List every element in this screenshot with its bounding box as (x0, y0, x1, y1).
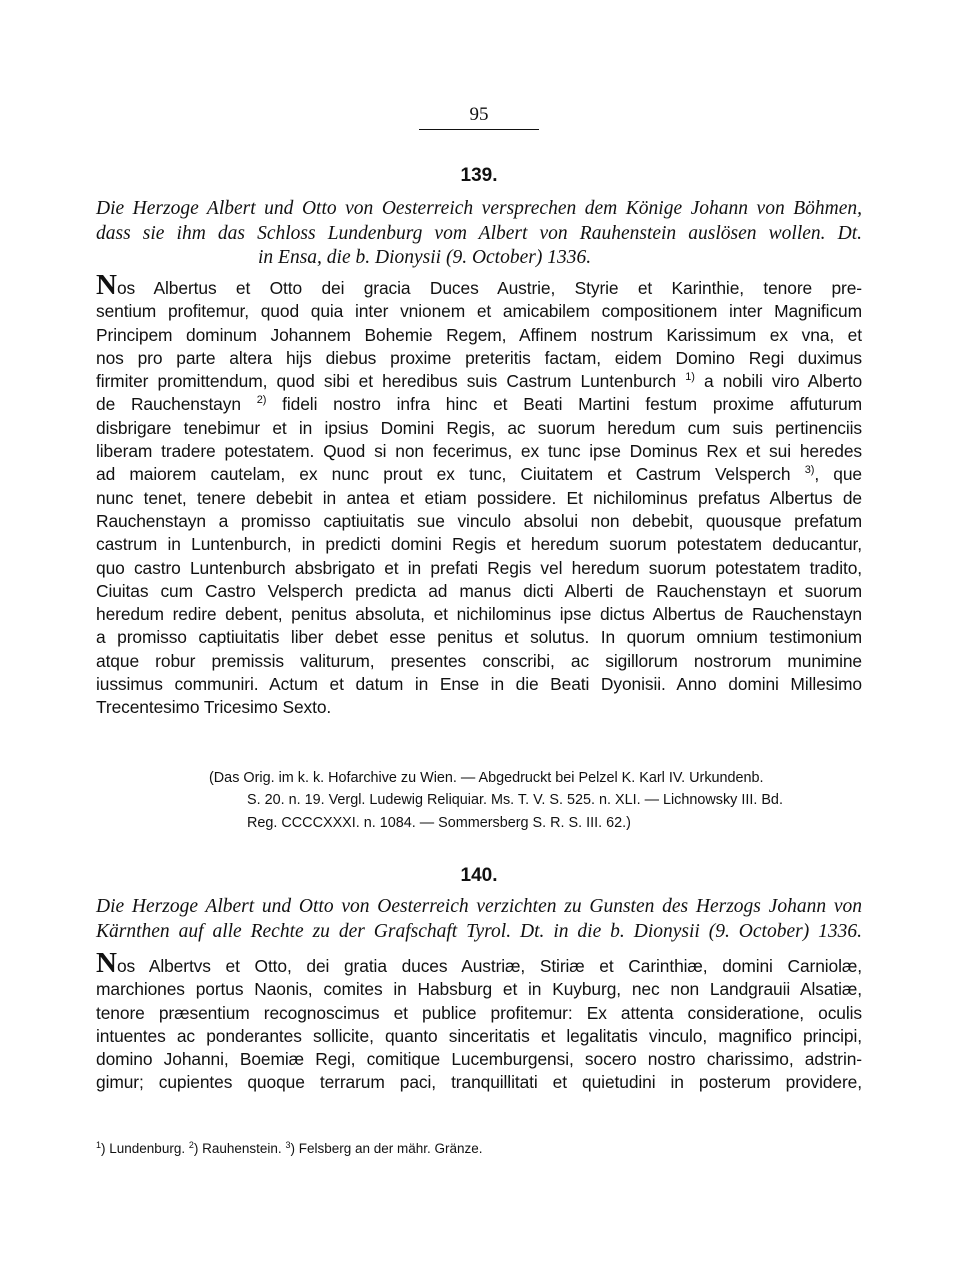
footnote-marker: 2 (188, 1140, 194, 1150)
body-line-text: a nobili viro Alberto (704, 371, 863, 392)
source-note-139 (209, 767, 862, 834)
body-line-text: de Rauchenstayn (96, 394, 241, 415)
document-body-139 (96, 269, 863, 720)
body-line: quo castro Luntenburch absbrigato et in prefati Regis vel heredum suorum potestatem tradito, (96, 557, 862, 578)
body-line: nunc tenet, tenere debebit in antea et etiam possidere. Et nichilominus prefatus Albertus de (96, 487, 862, 508)
page-number: 95 (469, 104, 489, 125)
source-line: (Das Orig. im k. k. Hofarchive zu Wien. — Abgedruckt bei Pelzel K. Karl IV. Urkundenb. (209, 770, 764, 786)
document-number-139: 139. (460, 165, 498, 186)
footnote-1 (96, 1141, 185, 1156)
body-line: liberam tradere potestatem. Quod si non fecerimus, ex tunc ipse Dominus Rex et sui heredes (96, 441, 862, 462)
body-line: a promisso captiuitatis liber debet esse penitus et solutus. In quorum omnium testimonium (96, 627, 862, 648)
footnote-marker: 1 (96, 1140, 102, 1150)
body-line: Ciuitas cum Castro Velsperch predicta ad manus dicti Alberti de Rauchenstayn et suorum (96, 580, 862, 601)
body-line: Rauchenstayn a promisso captiuitatis sue vinculo absolui non debebit, quousque prefatum (96, 510, 862, 531)
body-line: atque robur premissis valiturum, presentes conscribi, ac sigillorum nostrorum munimine (96, 650, 862, 671)
body-line: Principem dominum Johannem Bohemie Regem, Affinem nostrum Karissimum ex vna, et (96, 324, 862, 345)
body-line (96, 393, 862, 416)
body-line: iussimus communiri. Actum et datum in Ense in die Beati Dyonisii. Anno domini Millesimo (96, 674, 862, 695)
body-line: gimur; cupientes quoque terrarum paci, tranquillitati et quietudini in posterum providere, (96, 1072, 862, 1093)
document-body-140 (96, 947, 862, 1095)
body-line: heredum redire debent, penitus absoluta, et nichilominus ipse dictus Albertus de Rauchenstayn (96, 604, 862, 625)
summary-line: in Ensa, die b. Dionysii (9. October) 1336. (258, 247, 592, 268)
drop-initial: N (96, 947, 117, 979)
summary-line: dass sie ihm das Schloss Lundenburg vom Albert von Rauhenstein auslösen wollen. Dt. (96, 222, 862, 244)
document-number-140: 140. (460, 865, 498, 886)
document-summary-140 (96, 895, 862, 944)
footnote-marker: 3 (285, 1140, 291, 1150)
footnote-reference-3: 3) (804, 464, 815, 477)
body-line-text: fideli nostro infra hinc et Beati Martini festum proxime affuturum (282, 394, 863, 415)
source-line: Reg. CCCCXXXI. n. 1084. — Sommersberg S. R. S. III. 62.) (247, 814, 631, 831)
body-line-text: firmiter promittendum, quod sibi et heredibus suis Castrum Luntenburch (96, 371, 677, 392)
header-rule (419, 129, 539, 130)
body-line: disbrigare tenebimur et in ipsius Domini Regis, ac suorum heredum cum suis pertinenciis (96, 417, 862, 438)
footnote-reference-2: 2) (256, 394, 267, 407)
body-line-text: ad maiorem cautelam, ex nunc prout ex tunc, Ciuitatem et Castrum Velsperch (96, 464, 791, 485)
summary-line: Die Herzoge Albert und Otto von Oesterreich versprechen dem Könige Johann von Böhmen, (96, 198, 862, 219)
body-line: Trecentesimo Tricesimo Sexto. (96, 697, 332, 718)
footnote-text: ) Lundenburg. (101, 1141, 186, 1156)
body-line: nos pro parte altera hijs diebus proxime preteritis factam, eidem Domino Regi duximus (96, 347, 862, 368)
body-line (96, 463, 862, 486)
summary-line: Die Herzoge Albert und Otto von Oesterreich verzichten zu Gunsten des Herzogs Johann von (96, 896, 862, 917)
footnotes (96, 1141, 862, 1156)
body-line: intuentes ac ponderantes sollicite, quanto sinceritatis et legalitatis vinculo, magnifico principi, (96, 1025, 862, 1046)
body-line-text: os Albertus et Otto dei gracia Duces Austrie, Styrie et Karinthie, tenore pre- (116, 278, 862, 298)
document-page (96, 0, 862, 1284)
body-line: tenore præsentium recognoscimus et publice profitemur: Ex attenta consideratione, oculis (96, 1002, 862, 1023)
body-line: castrum in Luntenburch, in predicti domini Regis et heredum suorum potestatem deducantur, (96, 534, 862, 555)
footnote-2 (189, 1141, 282, 1156)
body-line-text: , que (814, 464, 862, 485)
source-line: S. 20. n. 19. Vergl. Ludewig Reliquiar. Ms. T. V. S. 525. n. XLI. — Lichnowsky III. Bd. (247, 792, 783, 809)
body-line (96, 947, 862, 979)
body-line: domino Johanni, Boemiæ Regi, comitique Lucemburgensi, socero nostro charissimo, adstrin- (96, 1049, 862, 1070)
footnote-text: ) Rauhenstein. (193, 1141, 282, 1156)
body-line (96, 269, 862, 301)
body-line: marchiones portus Naonis, comites in Habsburg et in Kuyburg, nec non Landgrauii Alsatiæ, (96, 979, 862, 1000)
summary-line: Kärnthen auf alle Rechte zu der Grafschaft Tyrol. Dt. in die b. Dionysii (9. October) 1336. (96, 920, 862, 942)
footnote-reference-1: 1) (685, 371, 695, 384)
body-line: sentium profitemur, quod quia inter vnionem et amicabilem compositionem inter Magnificum (96, 301, 862, 322)
body-line (96, 370, 862, 393)
footnote-3 (285, 1141, 482, 1156)
document-summary-139 (96, 197, 862, 271)
body-line-text: os Albertvs et Otto, dei gratia duces Austriæ, Stiriæ et Carinthiæ, domini Carniolæ, (116, 956, 862, 976)
footnote-text: ) Felsberg an der mähr. Gränze. (290, 1141, 483, 1156)
drop-initial: N (96, 269, 117, 301)
